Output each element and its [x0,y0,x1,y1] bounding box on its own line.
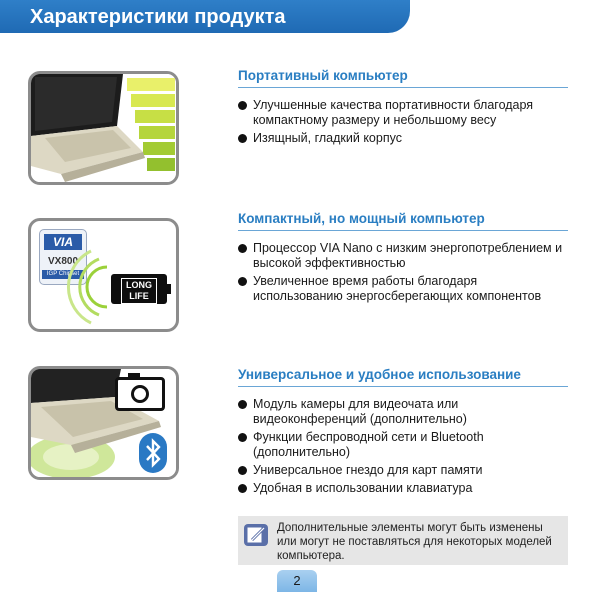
section-divider [238,386,568,387]
pencil-note-icon [244,524,268,546]
bullet-list-compact [238,241,570,307]
camera-icon [115,377,165,411]
list-item: Улучшенные качества портативности благодаря компактному размеру и небольшому весу [238,98,570,128]
page-title: Характеристики продукта [30,6,286,28]
list-item: Процессор VIA Nano с низким энергопотреблением и высокой эффективностью [238,241,570,271]
section-divider [238,87,568,88]
list-item: Универсальное гнездо для карт памяти [238,463,570,478]
bullet-list-universal [238,397,570,499]
battery-label: LONG LIFE [121,278,157,304]
page-header [0,0,410,33]
bullet-list-portable [238,98,570,149]
note-text: Дополнительные элементы могут быть изменены или могут не поставляться для некоторых моделей компьютера. [277,522,552,562]
laptop-illustration [31,74,176,182]
laptop-image [28,71,179,185]
bluetooth-icon [139,433,167,473]
section-title-universal: Универсальное и удобное использование [238,367,521,382]
section-title-compact: Компактный, но мощный компьютер [238,211,485,226]
camera-bluetooth-image [28,366,179,480]
list-item: Удобная в использовании клавиатура [238,481,570,496]
list-item: Изящный, гладкий корпус [238,131,570,146]
list-item: Функции беспроводной сети и Bluetooth (дополнительно) [238,430,570,460]
chip-model: VX800 [47,256,79,267]
list-item: Увеличенное время работы благодаря использованию энергосберегающих компонентов [238,274,570,304]
chip-subtitle: IGP Chipset [42,270,84,279]
via-logo: VIA [44,234,82,250]
page-number: 2 [277,570,317,592]
note-box [238,516,568,565]
section-title-portable: Портативный компьютер [238,68,408,83]
list-item: Модуль камеры для видеочата или видеоконференций (дополнительно) [238,397,570,427]
section-divider [238,230,568,231]
chipset-battery-image [28,218,179,332]
battery-icon [111,274,167,304]
